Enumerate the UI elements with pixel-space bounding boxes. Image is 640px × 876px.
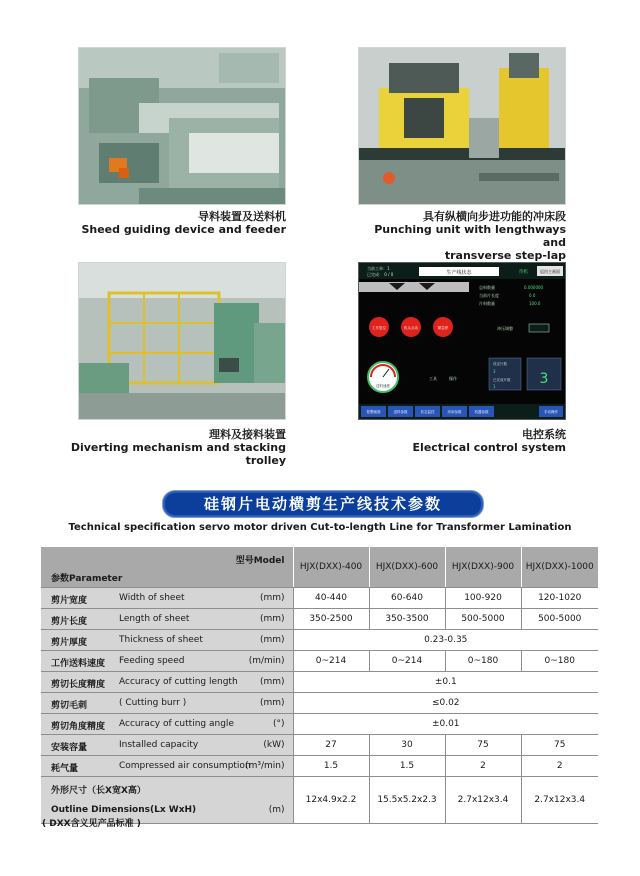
spec-value-merged: 0.23-0.35 — [293, 630, 598, 651]
spec-header-corner — [41, 547, 293, 588]
photo-punching-unit-image — [359, 48, 565, 204]
spec-row-label-cn: 剪切角度精度 — [51, 722, 106, 732]
spec-value: 60-640 — [369, 588, 445, 609]
caption-control-system — [358, 428, 566, 454]
spec-row-label — [41, 756, 293, 777]
spec-row-label-en: Width of sheet — [119, 593, 185, 603]
spec-row-label-en: Accuracy of cutting length — [119, 677, 238, 687]
spec-row-label-cn: 剪切毛刺 — [51, 701, 88, 711]
spec-value: 1.5 — [369, 756, 445, 777]
spec-row-unit: (mm) — [259, 677, 285, 687]
spec-row-label-cn: 安装容量 — [51, 743, 88, 753]
spec-row-label — [41, 609, 293, 630]
hmi-mid-label-1: 工具 — [429, 376, 437, 381]
spec-row-label-en: Length of sheet — [119, 614, 190, 624]
hmi-info-2: 当前片长度 — [479, 293, 499, 298]
hmi-tab-label: 报警画面 — [366, 410, 381, 414]
hmi-info-1-val: 0.000000 — [524, 285, 544, 290]
hmi-tab-label: 状态监控 — [420, 410, 435, 414]
spec-dim-label-en: Outline Dimensions(Lx WxH) — [51, 805, 197, 815]
hmi-red-button-2-label: 机头点动 — [404, 326, 418, 330]
spec-row-label-en: Thickness of sheet — [119, 635, 203, 645]
section-banner-title: 硅钢片电动横剪生产线技术参数 — [203, 495, 442, 513]
spec-value: 0~180 — [521, 651, 598, 672]
spec-row-label — [41, 651, 293, 672]
spec-value-merged: ≤0.02 — [293, 693, 598, 714]
spec-row-unit: (kW) — [263, 740, 285, 750]
hmi-info-2-val: 0.0 — [529, 293, 536, 298]
spec-row-unit: (°) — [272, 719, 285, 729]
caption-guiding-device-en: Sheed guiding device and feeder — [81, 223, 286, 236]
hmi-top-left-1: 当前工单：1 — [367, 266, 390, 271]
spec-value: 0~180 — [445, 651, 521, 672]
caption-control-system-cn: 电控系统 — [522, 428, 566, 441]
photo-diverting-mechanism-image — [79, 263, 285, 419]
hmi-tab-manual-label: 手动操作 — [544, 410, 558, 414]
spec-row-label — [41, 630, 293, 651]
hmi-home-button-label: 返回主画面 — [540, 269, 560, 274]
caption-punching-unit-en-1: Punching unit with lengthways and — [374, 223, 566, 249]
hmi-status: 待机 — [519, 270, 528, 275]
hmi-tab-label: 冲床参数 — [447, 410, 462, 414]
hmi-tab-label: 送料参数 — [393, 410, 408, 414]
hmi-screen — [359, 263, 565, 419]
spec-value: 2 — [521, 756, 598, 777]
photo-control-screen — [358, 262, 566, 420]
spec-row-unit: (m³/min) — [245, 761, 285, 771]
spec-row-label — [41, 735, 293, 756]
hmi-count-val-1: 3 — [493, 369, 496, 374]
spec-header-row — [41, 547, 598, 588]
spec-row-unit: (m/min) — [248, 656, 285, 666]
spec-value: 350-2500 — [293, 609, 369, 630]
spec-value: 75 — [521, 735, 598, 756]
caption-guiding-device-cn: 导料装置及送料机 — [198, 210, 286, 223]
hmi-count-val-2: 1 — [493, 384, 496, 389]
spec-model-1000: HJX(DXX)-1000 — [521, 547, 598, 588]
spec-row-unit: (mm) — [259, 614, 285, 624]
photo-punching-unit — [358, 47, 566, 205]
spec-value: 30 — [369, 735, 445, 756]
caption-punching-unit-cn: 具有纵横向步进功能的冲床段 — [423, 210, 566, 223]
spec-row — [41, 609, 598, 630]
spec-row — [41, 672, 598, 693]
caption-diverting-mechanism-en: Diverting mechanism and stacking trolley — [70, 441, 286, 467]
spec-value: 2.7x12x3.4 — [521, 777, 598, 824]
hmi-side-label: 冲压调整 — [497, 326, 513, 331]
spec-header-model: 型号Model — [235, 556, 285, 566]
spec-value-merged: ±0.01 — [293, 714, 598, 735]
hmi-tab-label: 机器参数 — [474, 410, 489, 414]
hmi-mid-label-2: 操作 — [449, 376, 457, 381]
spec-value: 12x4.9x2.2 — [293, 777, 369, 824]
hmi-gauge-label: 送料速度 — [376, 384, 390, 388]
spec-value: 500-5000 — [521, 609, 598, 630]
spec-dim-label-cn: 外形尺寸（长X宽X高） — [51, 786, 146, 796]
spec-row-unit: (mm) — [259, 635, 285, 645]
spec-row-label — [41, 588, 293, 609]
spec-row-label-en: Accuracy of cutting angle — [119, 719, 234, 729]
spec-row — [41, 693, 598, 714]
caption-control-system-en: Electrical control system — [412, 441, 566, 454]
spec-value: 40-440 — [293, 588, 369, 609]
spec-row — [41, 735, 598, 756]
hmi-top-left-2: 已完成： 0 / 0 — [367, 272, 394, 277]
spec-value: 100-920 — [445, 588, 521, 609]
spec-value: 0~214 — [293, 651, 369, 672]
spec-row — [41, 630, 598, 651]
spec-row-label — [41, 693, 293, 714]
spec-row-label-en: ( Cutting burr ) — [119, 698, 187, 708]
spec-row-label-cn: 工作送料速度 — [51, 659, 106, 669]
spec-value: 0~214 — [369, 651, 445, 672]
spec-row — [41, 588, 598, 609]
hmi-big-number: 3 — [539, 371, 549, 387]
spec-row-unit: (mm) — [259, 698, 285, 708]
spec-model-900: HJX(DXX)-900 — [445, 547, 521, 588]
caption-diverting-mechanism-cn: 理料及接料装置 — [209, 428, 286, 441]
spec-model-400: HJX(DXX)-400 — [293, 547, 369, 588]
footnote: ( DXX含义见产品标准 ) — [42, 819, 141, 829]
spec-value: 120-1020 — [521, 588, 598, 609]
spec-row-label-en: Installed capacity — [119, 740, 199, 750]
hmi-info-1: 总料数量 — [479, 285, 495, 290]
hmi-red-button-1-label: 工作复位 — [372, 326, 386, 330]
spec-row — [41, 651, 598, 672]
caption-punching-unit-en-2: transverse step-lap — [444, 249, 566, 262]
hmi-count-label-1: 设定片数 — [493, 362, 507, 366]
hmi-info-3-val: 100.0 — [529, 301, 541, 306]
spec-row-label-cn: 剪片长度 — [51, 617, 88, 627]
hmi-tab-bar — [361, 406, 494, 417]
spec-header-parameter: 参数Parameter — [51, 574, 123, 584]
spec-value: 500-5000 — [445, 609, 521, 630]
caption-punching-unit — [358, 210, 566, 262]
caption-guiding-device — [78, 210, 286, 236]
spec-row-label-en: Feeding speed — [119, 656, 185, 666]
spec-row-label-en: Compressed air consumption — [119, 761, 251, 771]
spec-row-label-cn: 剪片厚度 — [51, 638, 88, 648]
spec-row — [41, 714, 598, 735]
spec-row-label-cn: 剪切长度精度 — [51, 680, 106, 690]
spec-row — [41, 756, 598, 777]
section-banner — [162, 490, 484, 518]
spec-row-label-cn: 耗气量 — [51, 764, 79, 774]
hmi-red-button-3-label: 紧急停 — [437, 326, 449, 330]
hmi-info-3: 片料数量 — [479, 301, 495, 306]
spec-value: 350-3500 — [369, 609, 445, 630]
spec-value: 1.5 — [293, 756, 369, 777]
hmi-count-label-2: 已完成片数 — [493, 378, 511, 382]
photo-guiding-device-image — [79, 48, 285, 204]
spec-value-merged: ±0.1 — [293, 672, 598, 693]
spec-dim-unit: (m) — [268, 805, 285, 815]
spec-value: 2 — [445, 756, 521, 777]
spec-subtitle: Technical specification servo motor driven Cut-to-length Line for Transformer Lamination — [68, 522, 572, 533]
hmi-title: 生产线状态 — [446, 270, 472, 276]
spec-row-label — [41, 672, 293, 693]
spec-value: 75 — [445, 735, 521, 756]
spec-value: 2.7x12x3.4 — [445, 777, 521, 824]
spec-row-label — [41, 714, 293, 735]
spec-value: 27 — [293, 735, 369, 756]
spec-value: 15.5x5.2x2.3 — [369, 777, 445, 824]
spec-row-unit: (mm) — [259, 593, 285, 603]
caption-diverting-mechanism — [60, 428, 286, 467]
spec-model-600: HJX(DXX)-600 — [369, 547, 445, 588]
spec-table — [41, 547, 598, 824]
photo-guiding-device — [78, 47, 286, 205]
spec-row-label-cn: 剪片宽度 — [51, 596, 88, 606]
photo-diverting-mechanism — [78, 262, 286, 420]
